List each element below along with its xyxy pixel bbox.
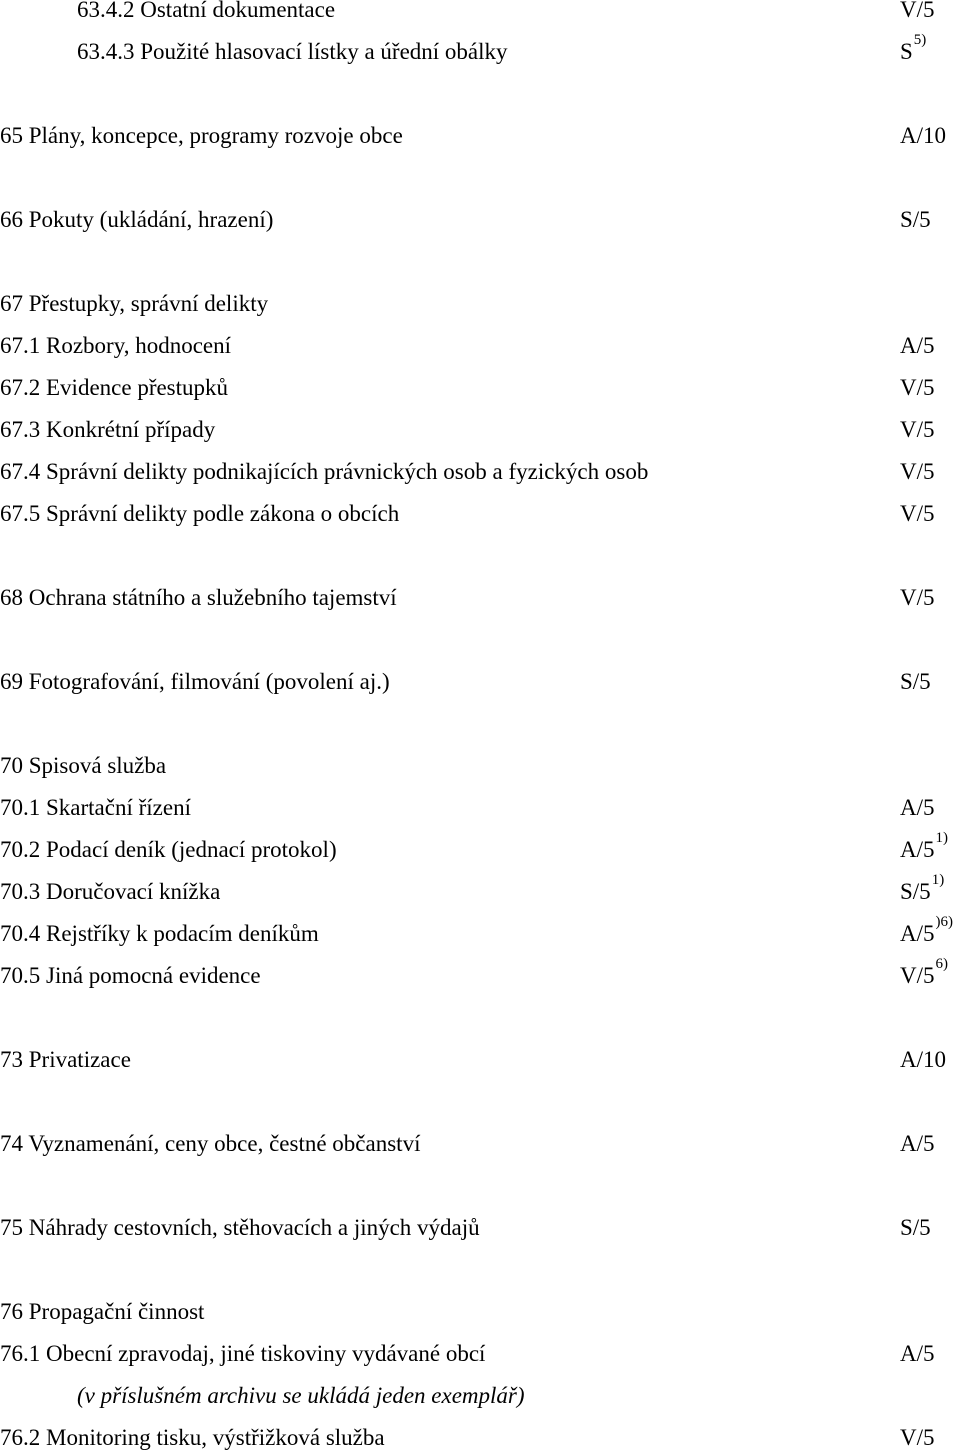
- list-item: [0, 1045, 960, 1075]
- item-note-text: (v příslušném archivu se ukládá jeden exemplář): [77, 1383, 525, 1408]
- list-item: [0, 1129, 960, 1159]
- retention-code: S/5: [900, 669, 931, 694]
- list-item: [0, 830, 960, 865]
- item-label: 65 Plány, koncepce, programy rozvoje obce: [0, 123, 403, 148]
- retention-code: V/5: [900, 459, 935, 484]
- list-item: [0, 457, 960, 487]
- list-item: [0, 914, 960, 949]
- item-label: 67.5 Správní delikty podle zákona o obcích: [0, 501, 400, 526]
- footnote-mark: 6): [935, 956, 948, 972]
- retention-code: A/5: [900, 1341, 935, 1366]
- list-item: [0, 499, 960, 529]
- list-item: [0, 1339, 960, 1369]
- item-label: 76.1 Obecní zpravodaj, jiné tiskoviny vydávané obcí: [0, 1341, 486, 1366]
- item-label: 70.3 Doručovací knížka: [0, 879, 221, 904]
- item-note: [0, 1381, 960, 1411]
- retention-code: V/5: [900, 375, 935, 400]
- list-item: [0, 1213, 960, 1243]
- list-item: [0, 872, 960, 907]
- list-item: [0, 956, 960, 991]
- footnote-mark: )6): [935, 914, 953, 930]
- retention-code: V/5: [900, 501, 935, 526]
- item-label: 70.1 Skartační řízení: [0, 795, 191, 820]
- footnote-mark: 5): [913, 32, 927, 48]
- section-heading: [0, 751, 960, 781]
- item-label: 67 Přestupky, správní delikty: [0, 291, 269, 316]
- retention-code: S/5$^{1)}$: [900, 872, 945, 904]
- item-label: 70.5 Jiná pomocná evidence: [0, 963, 261, 988]
- retention-code: V/5: [900, 417, 935, 442]
- retention-code: S$^{5)}$: [900, 32, 927, 64]
- item-label: 70.4 Rejstříky k podacím deníkům: [0, 921, 319, 946]
- list-item: [0, 793, 960, 823]
- retention-code: S/5: [900, 1215, 931, 1240]
- item-label: 67.3 Konkrétní případy: [0, 417, 216, 442]
- retention-code: S/5: [900, 207, 931, 232]
- item-label: 76.2 Monitoring tisku, výstřižková služba: [0, 1425, 385, 1450]
- item-label: 66 Pokuty (ukládání, hrazení): [0, 207, 274, 232]
- section-heading: [0, 1297, 960, 1327]
- item-label: 73 Privatizace: [0, 1047, 131, 1072]
- list-item: [0, 415, 960, 445]
- retention-code: A/5: [900, 795, 935, 820]
- item-label: 67.2 Evidence přestupků: [0, 375, 229, 400]
- list-item: [0, 121, 960, 151]
- section-heading: [0, 289, 960, 319]
- list-item: [0, 205, 960, 235]
- retention-code: A/5$^{1)}$: [900, 830, 948, 862]
- item-label: 76 Propagační činnost: [0, 1299, 205, 1324]
- retention-code: V/5: [900, 585, 935, 610]
- retention-code: A/10: [900, 123, 946, 148]
- item-label: 75 Náhrady cestovních, stěhovacích a jiných výdajů: [0, 1215, 480, 1240]
- list-item: [0, 32, 960, 67]
- item-label: 74 Vyznamenání, ceny obce, čestné občanství: [0, 1131, 421, 1156]
- list-item: [0, 667, 960, 697]
- list-item: [0, 1423, 960, 1453]
- footnote-mark: 1): [935, 830, 948, 846]
- retention-code: A/5: [900, 1131, 935, 1156]
- retention-code: A/5$^{)6)}$: [900, 914, 953, 946]
- list-item: [0, 583, 960, 613]
- list-item: [0, 373, 960, 403]
- retention-code: A/10: [900, 1047, 946, 1072]
- item-label: 63.4.2 Ostatní dokumentace: [77, 0, 336, 22]
- item-label: 70 Spisová služba: [0, 753, 167, 778]
- retention-code: V/5: [900, 0, 935, 22]
- item-label: 69 Fotografování, filmování (povolení aj.): [0, 669, 390, 694]
- footnote-mark: 1): [931, 872, 945, 888]
- item-label: 63.4.3 Použité hlasovací lístky a úřední obálky: [77, 39, 508, 64]
- list-item: [0, 0, 960, 25]
- retention-code: A/5: [900, 333, 935, 358]
- item-label: 70.2 Podací deník (jednací protokol): [0, 837, 337, 862]
- item-label: 67.1 Rozbory, hodnocení: [0, 333, 232, 358]
- retention-code: V/5$^{6)}$: [900, 956, 948, 988]
- retention-code: V/5: [900, 1425, 935, 1450]
- list-item: [0, 331, 960, 361]
- item-label: 67.4 Správní delikty podnikajících právnických osob a fyzických osob: [0, 459, 649, 484]
- item-label: 68 Ochrana státního a služebního tajemství: [0, 585, 397, 610]
